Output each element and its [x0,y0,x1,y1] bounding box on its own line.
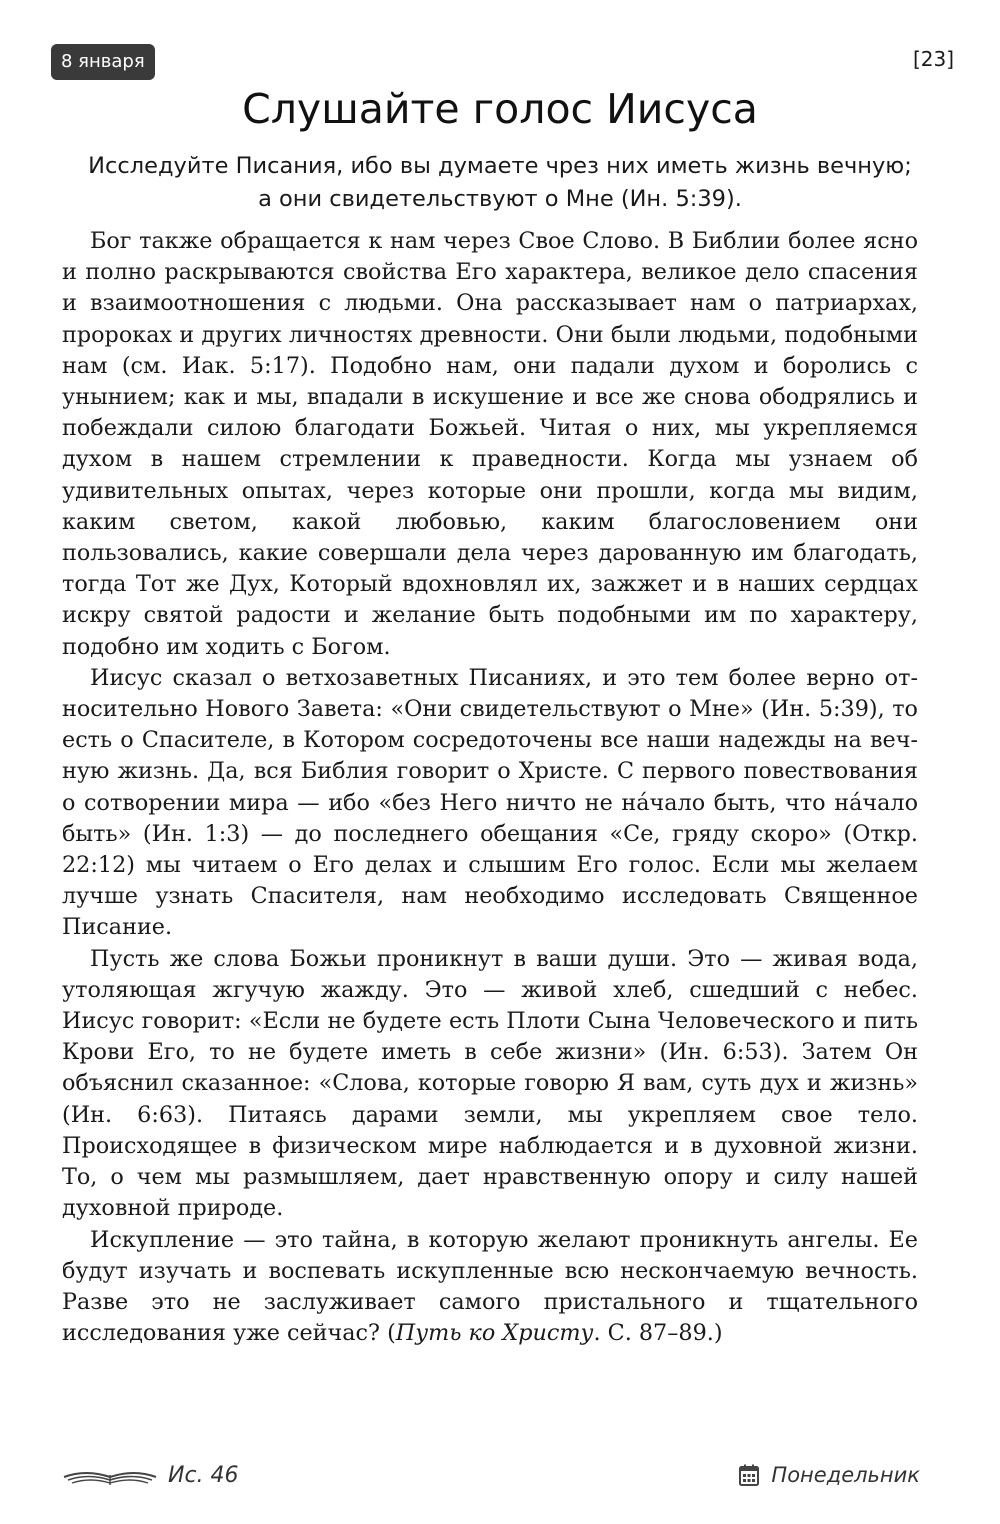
weekday-label: Понедельник [771,1463,920,1487]
page-number: [23] [912,47,954,71]
reading-reference: Ис. 46 [168,1463,239,1488]
calendar-icon [739,1464,759,1486]
paragraph: Пусть же слова Божьи проникнут в ваши души. Это — живая вода, утоляющая жгучую жажду. Это — живой хлеб, сшедший с небес. Иисус говорит: «Если не будете есть Плоти Сына Человеческого и пить Крови Его, то не будете иметь в себе жизни» (Ин. 6:53). Затем Он объяснил сказанное: «Слова, которые говорю Я вам, суть дух и жизнь» (Ин. 6:63). Питаясь дарами земли, мы укрепляем свое тело. Происходящее в физическом мире наблюдается и в духовной жизни. То, о чем мы размышляем, дает нравственную опору и силу нашей духовной природе. [62,945,918,1222]
open-book-icon [62,1465,158,1487]
paragraph-final-text: Искупление — это тайна, в которую желают проникнуть ангелы. Ее будут изучать и воспевать искупленные всю нескончаемую вечность. Разве это не заслуживает самого пристального и тщательного исследования уже сейчас? ( [62,1226,918,1347]
epigraph-verse: Исследуйте Писания, ибо вы думаете чрез них иметь жизнь вечную; а они свидетельствуют о Мне (Ин. 5:39). [88,153,912,212]
footer-reading [62,1463,239,1488]
article-body [62,226,918,1349]
source-pages: . С. 87–89.) [593,1320,723,1347]
paragraph: Бог также обращается к нам через Свое Слово. В Библии более ясно и полно раскрываются свойства Его характера, великое дело спасения и взаимоотношения с людьми. Она рассказывает нам о патриархах, пророках и других личностях древности. Они были людьми, подобными нам (см. Иак. 5:17). Подобно нам, они падали духом и боролись с унынием; как и мы, впадали в искушение и все же снова ободрялись и побеждали силою благодати Божьей. Читая о них, мы укрепляемся духом в нашем стремлении к праведности. Когда мы узнаем об удивительных опытах, через которые они прошли, когда мы видим, каким светом, какой любовью, каким благословением они пользовались, какие совершали дела через дарованную им благодать, тогда Тот же Дух, Который вдохновлял их, зажжет и в наших сердцах искру святой радости и желание быть подобными им по характеру, подобно им ходить с Богом. [62,228,918,660]
paragraph: Иисус сказал о ветхозаветных Писаниях, и это тем более верно относительно Нового Завета: «Они свидетельствуют о Мне» (Ин. 5:39), то есть о Спасителе, в Котором сосредоточены все наши надежды на вечную жизнь. Да, вся Библия говорит о Христе. С первого повествования о сотворении мира — ибо «без Него ничто не на́чало быть, что на́чало быть» (Ин. 1:3) — до последнего обещания «Се, гряду скоро» (Откр. 22:12) мы читаем о Его делах и слышим Его голос. Если мы желаем лучше узнать Спасителя, нам необходимо исследовать Священное Писание. [62,664,918,941]
paragraph-final [62,1225,918,1350]
source-title: Путь ко Христу [395,1320,594,1347]
page-title: Слушайте голос Иисуса [242,85,758,133]
date-badge: 8 января [51,44,155,80]
footer-weekday [739,1463,920,1487]
